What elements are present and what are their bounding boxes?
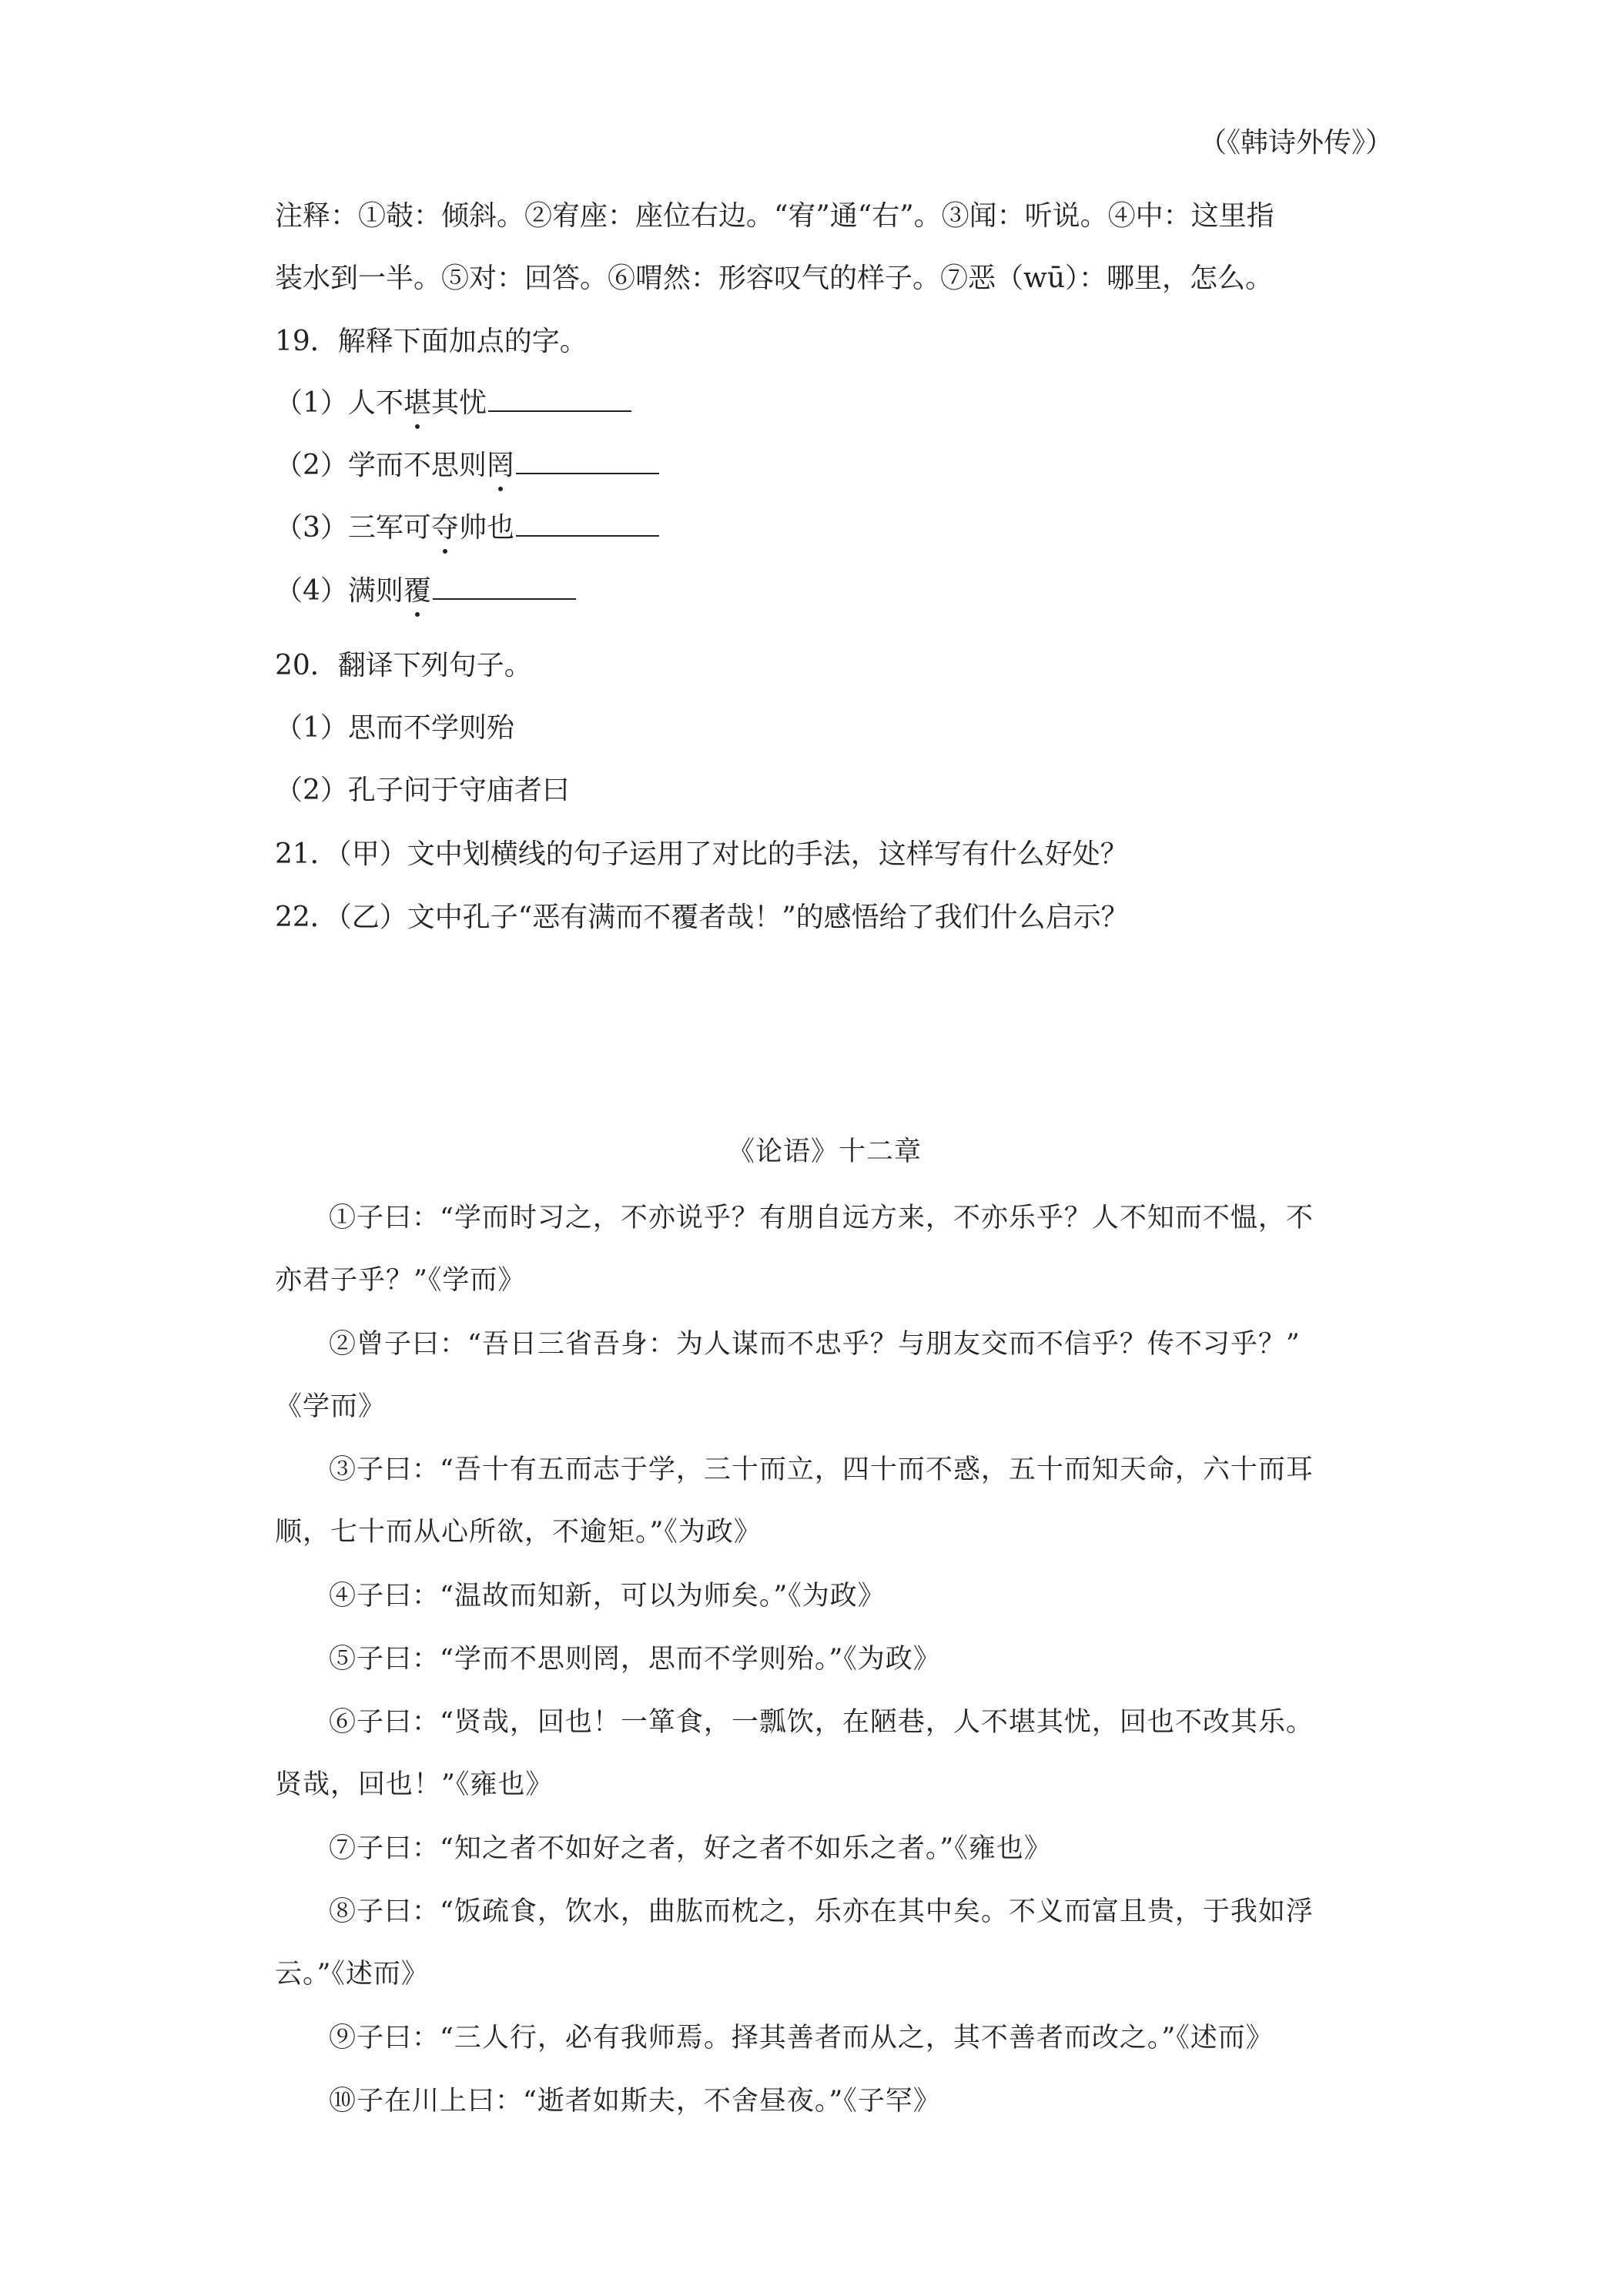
question-20-stem: 20．翻译下列句子。 (275, 650, 532, 681)
notes-line-1: 注释：①攲：倾斜。②宥座：座位右边。“宥”通“右”。③闻：听说。④中：这里指 (275, 200, 1274, 232)
emphasized-character: 夺 (430, 512, 459, 544)
lunyu-line: 贤哉，回也！”《雍也》 (275, 1769, 554, 1800)
source-citation: （《韩诗外传》） (1198, 127, 1393, 159)
emphasized-character: 罔 (486, 450, 514, 481)
answer-blank[interactable] (516, 450, 659, 474)
lunyu-line: 《学而》 (275, 1391, 387, 1422)
item-text-after: 其忧 (430, 387, 487, 419)
question-19-item-4 (275, 574, 576, 608)
answer-blank[interactable] (488, 387, 631, 412)
item-number: （2） (275, 450, 348, 481)
lunyu-line: ⑥子曰：“贤哉，回也！一箪食，一瓢饮，在陋巷，人不堪其忧，回也不改其乐。 (329, 1707, 1314, 1738)
section-title: 《论语》十二章 (728, 1136, 922, 1167)
item-number: （3） (275, 512, 348, 544)
question-20-item-2: （2）孔子问于守庙者曰 (275, 775, 570, 806)
emphasized-character: 覆 (403, 575, 431, 607)
lunyu-line: ③子曰：“吾十有五而志于学，三十而立，四十而不惑，五十而知天命，六十而耳 (329, 1454, 1314, 1485)
item-text-before: 满则 (347, 575, 403, 607)
lunyu-line: ④子曰：“温故而知新，可以为师矣。”《为政》 (329, 1581, 886, 1612)
lunyu-line: ⑨子曰：“三人行，必有我师焉。择其善者而从之，其不善者而改之。”《述而》 (329, 2023, 1274, 2053)
question-19-item-2 (275, 449, 659, 483)
question-20-item-1: （1）思而不学则殆 (275, 712, 514, 744)
question-22: 22．（乙）文中孔子“恶有满而不覆者哉！”的感悟给了我们什么启示？ (275, 902, 1129, 933)
lunyu-line: ⑤子曰：“学而不思则罔，思而不学则殆。”《为政》 (329, 1644, 941, 1675)
lunyu-line: ②曾子曰：“吾日三省吾身：为人谋而不忠乎？与朋友交而不信乎？传不习乎？” (329, 1329, 1301, 1360)
question-19-item-3 (275, 511, 659, 545)
item-text-before: 人不 (347, 387, 403, 419)
question-19-item-1 (275, 387, 631, 420)
lunyu-line: 云。”《述而》 (275, 1959, 429, 1990)
item-number: （1） (275, 387, 348, 419)
answer-blank[interactable] (516, 512, 659, 537)
lunyu-line: 顺，七十而从心所欲，不逾矩。”《为政》 (275, 1517, 762, 1548)
item-number: （4） (275, 575, 348, 607)
question-19-stem: 19．解释下面加点的字。 (275, 326, 588, 357)
item-text-after: 帅也 (458, 512, 514, 544)
lunyu-line: ⑩子在川上曰：“逝者如斯夫，不舍昼夜。”《子罕》 (329, 2086, 941, 2117)
notes-line-2: 装水到一半。⑤对：回答。⑥喟然：形容叹气的样子。⑦恶（wū）：哪里，怎么。 (275, 263, 1274, 294)
item-text-before: 三军可 (347, 512, 431, 544)
lunyu-line: ⑦子曰：“知之者不如好之者，好之者不如乐之者。”《雍也》 (329, 1833, 1052, 1864)
emphasized-character: 堪 (403, 387, 431, 419)
item-text-before: 学而不思则 (347, 450, 487, 481)
answer-blank[interactable] (433, 575, 576, 600)
lunyu-line: ⑧子曰：“饭疏食，饮水，曲肱而枕之，乐亦在其中矣。不义而富且贵，于我如浮 (329, 1896, 1314, 1927)
lunyu-line: 亦君子乎？”《学而》 (275, 1265, 526, 1296)
lunyu-line: ①子曰：“学而时习之，不亦说乎？有朋自远方来，不亦乐乎？人不知而不愠，不 (329, 1203, 1314, 1233)
question-21: 21．（甲）文中划横线的句子运用了对比的手法，这样写有什么好处？ (275, 838, 1128, 870)
